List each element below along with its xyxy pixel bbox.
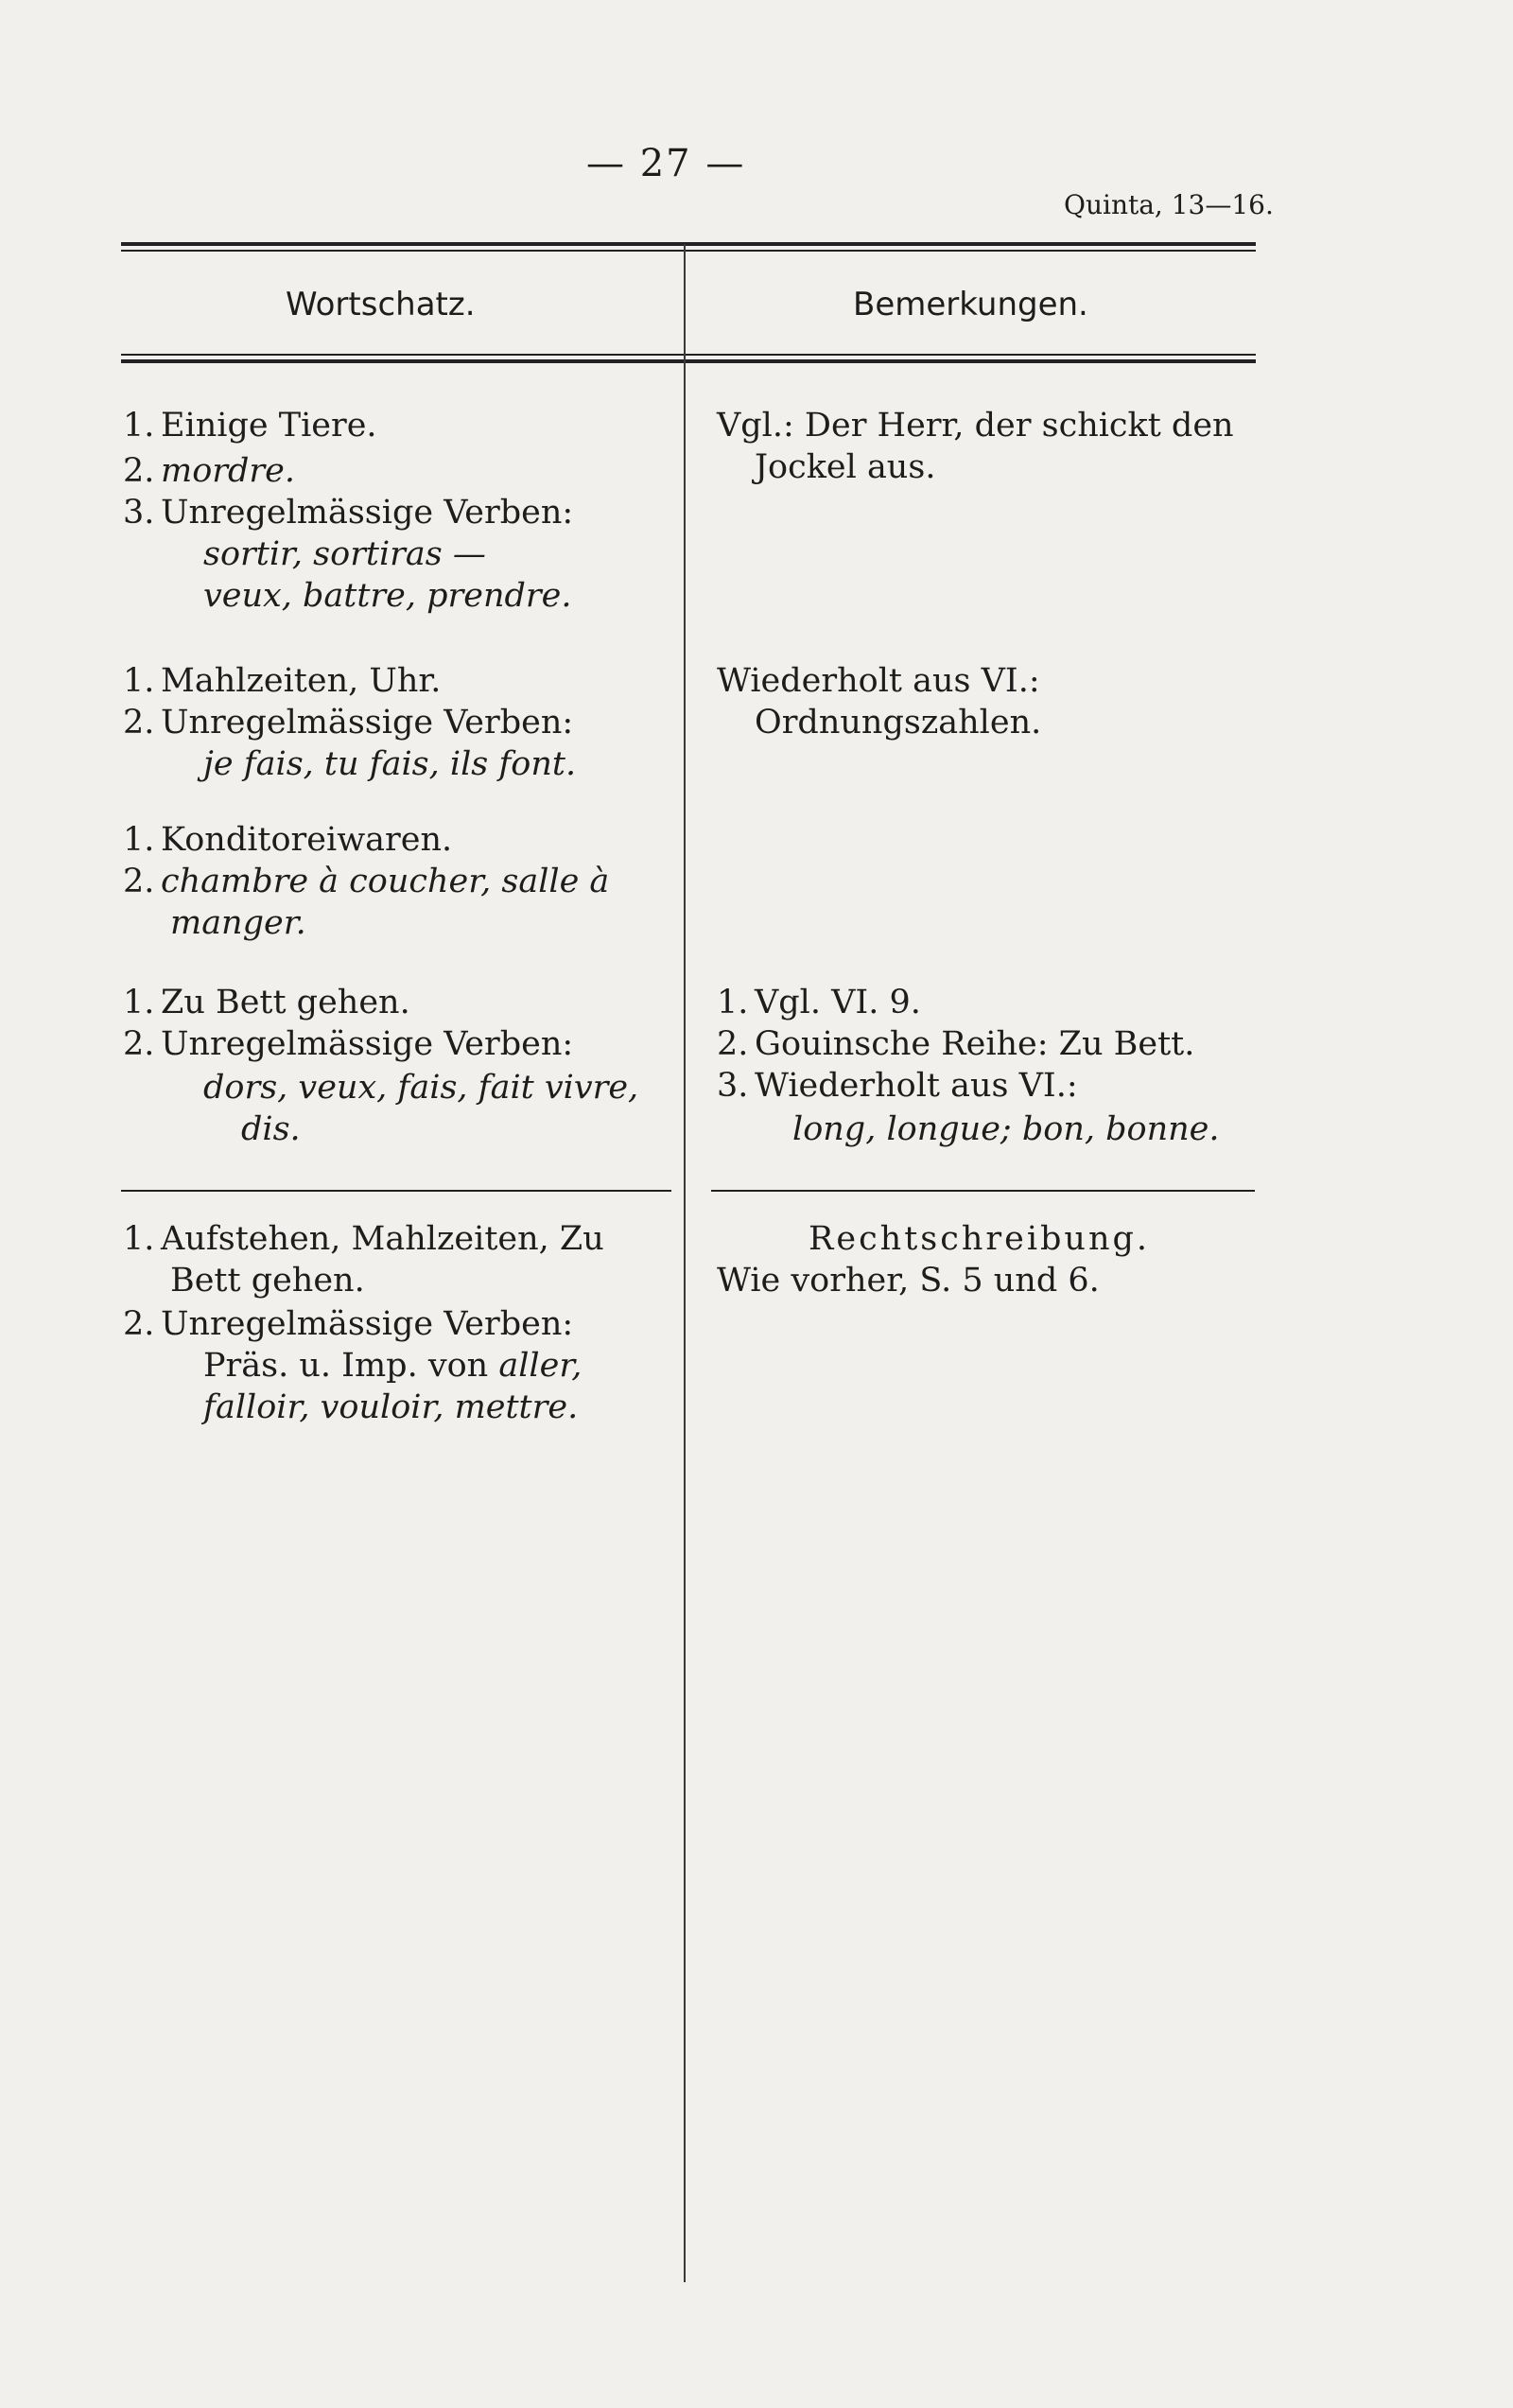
column-divider: [684, 244, 686, 2282]
entry-line: 1. Konditoreiwaren.: [123, 821, 453, 859]
running-head: Quinta, 13—16.: [1064, 189, 1274, 220]
entry-line: je fais, tu fais, ils font.: [203, 745, 577, 783]
section-rule-right: [711, 1190, 1255, 1192]
remark-line: 1. Vgl. VI. 9.: [717, 984, 921, 1021]
entry-line: 2. Unregelmässige Verben:: [123, 1305, 574, 1343]
entry-line: sortir, sortiras —: [203, 535, 486, 573]
top-rule-thin: [121, 250, 1256, 252]
remark-heading: Rechtschreibung.: [809, 1220, 1151, 1258]
entry-line: Bett gehen.: [170, 1262, 365, 1300]
remark-line: Vgl.: Der Herr, der schickt den: [717, 407, 1234, 445]
entry-line: dis.: [241, 1110, 301, 1148]
entry-line: 2. Unregelmässige Verben:: [123, 704, 574, 742]
header-rule-thin: [121, 354, 1256, 356]
entry-line: dors, veux, fais, fait vivre,: [203, 1069, 639, 1107]
right-column-heading: Bemerkungen.: [853, 286, 1088, 323]
page-number: — 27 —: [586, 142, 746, 185]
entry-line: veux, battre, prendre.: [203, 577, 572, 615]
entry-line: 2. Unregelmässige Verben:: [123, 1025, 574, 1063]
entry-line: 3. Unregelmässige Verben:: [123, 494, 574, 532]
entry-line: falloir, vouloir, mettre.: [203, 1388, 579, 1426]
remark-line: 2. Gouinsche Reihe: Zu Bett.: [717, 1025, 1195, 1063]
remark-line: 3. Wiederholt aus VI.:: [717, 1067, 1078, 1105]
entry-line: manger.: [170, 904, 306, 942]
section-rule-left: [121, 1190, 671, 1192]
entry-line: 2. mordre.: [123, 452, 295, 490]
remark-line: Ordnungszahlen.: [755, 704, 1042, 742]
top-rule-thick: [121, 242, 1256, 246]
entry-line: Präs. u. Imp. von aller,: [203, 1347, 583, 1385]
entry-line: 1. Zu Bett gehen.: [123, 984, 410, 1021]
entry-line: 1. Aufstehen, Mahlzeiten, Zu: [123, 1220, 604, 1258]
remark-line: Wie vorher, S. 5 und 6.: [717, 1262, 1100, 1300]
entry-line: 1. Einige Tiere.: [123, 407, 377, 445]
remark-line: long, longue; bon, bonne.: [792, 1110, 1220, 1148]
entry-line: 2. chambre à coucher, salle à: [123, 863, 610, 900]
left-column-heading: Wortschatz.: [286, 286, 476, 323]
remark-line: Jockel aus.: [755, 448, 936, 486]
entry-line: 1. Mahlzeiten, Uhr.: [123, 662, 442, 700]
header-rule-thick: [121, 359, 1256, 363]
remark-line: Wiederholt aus VI.:: [717, 662, 1040, 700]
